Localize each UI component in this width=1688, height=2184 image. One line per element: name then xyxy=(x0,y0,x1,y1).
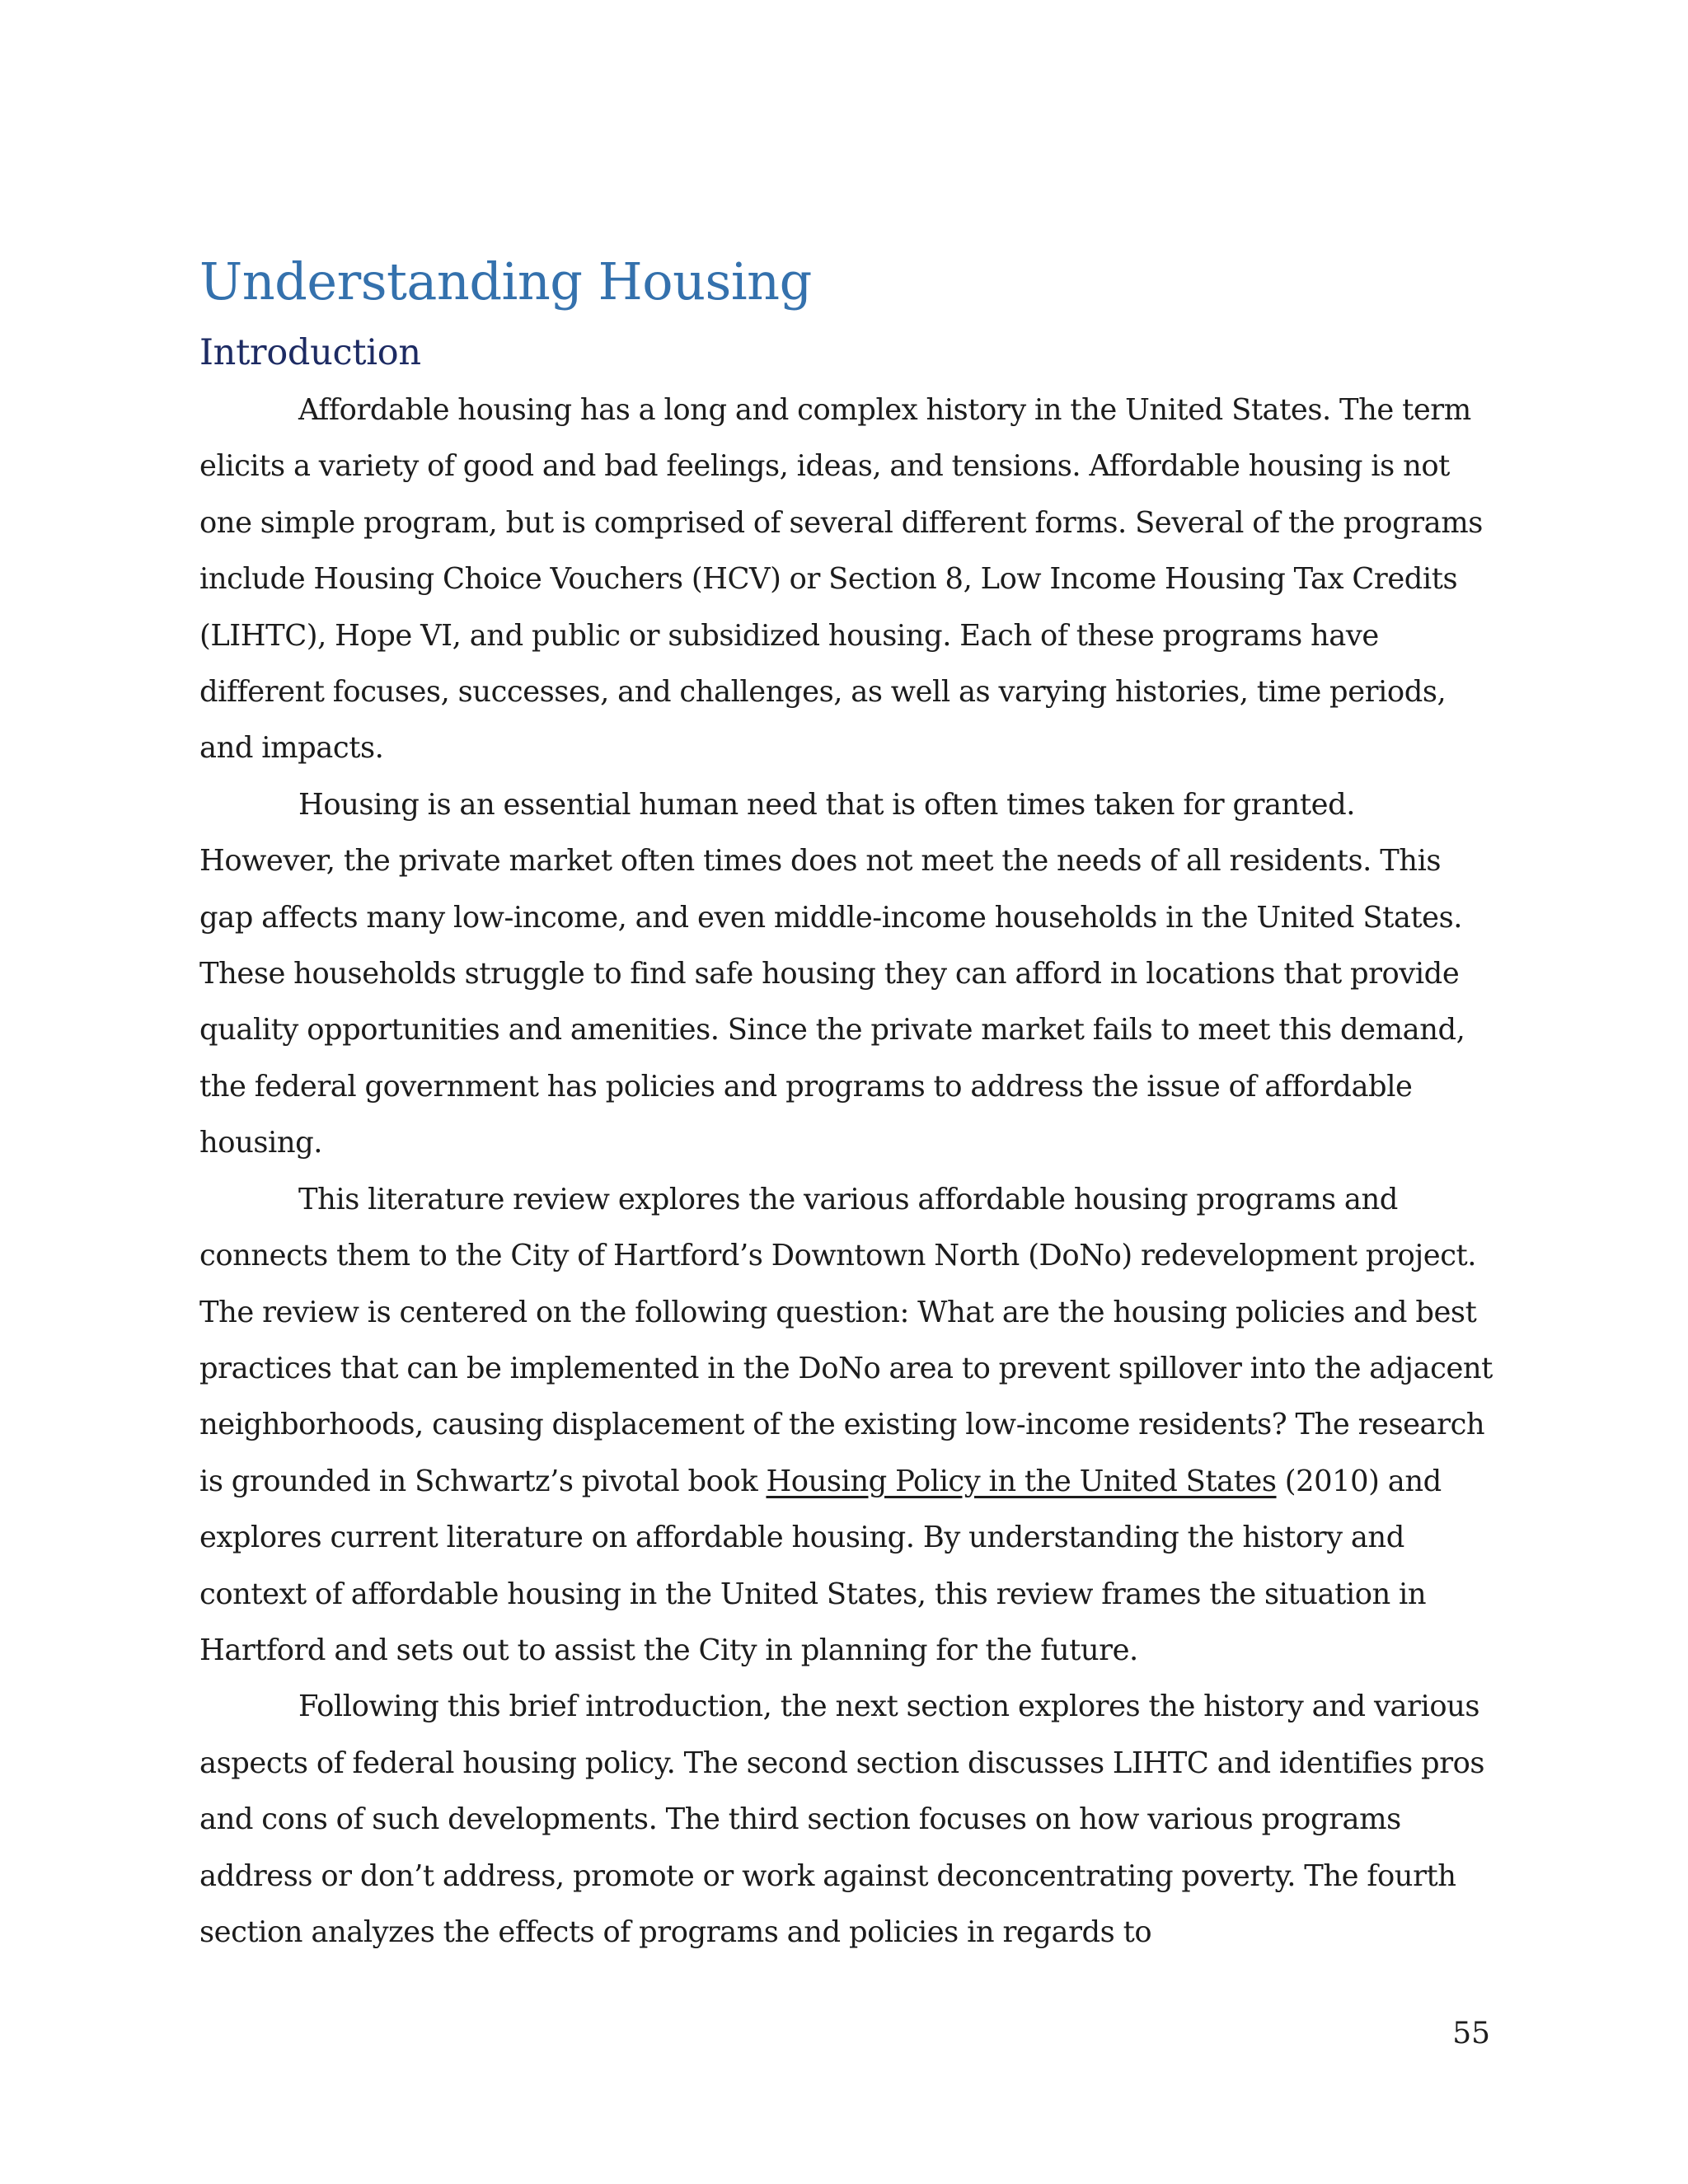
paragraph-3 xyxy=(199,1172,1493,1680)
paragraph-4: Following this brief introduction, the next section explores the history and various aspects of federal housing policy. The second section discusses LIHTC and identifies pros and cons of such developments. The third section focuses on how various programs address or don’t address, promote or work against deconcentrating poverty. The fourth section analyzes the effects of programs and policies in regards to xyxy=(199,1690,1485,1949)
page-title: Understanding Housing xyxy=(199,251,812,312)
paragraph-3-text-start: This literature review explores the various affordable housing programs and connects them to the City of Hartford’s Downtown North (DoNo) redevelopment project. The review is centered on the following question: What are the housing policies and best practices that can be implemented in the DoNo area to prevent spillover into the adjacent neighborhoods, causing displacement of the existing low-income residents? The research is grounded in Schwartz’s pivotal book xyxy=(199,1182,1493,1498)
page-content xyxy=(199,244,1493,1961)
section-heading-introduction: Introduction xyxy=(199,332,421,373)
body-text xyxy=(199,382,1493,1961)
paragraph-3-text-end: (2010) and explores current literature on affordable housing. By understanding the history and context of affordable housing in the United States, this review frames the situation in Hartford and sets out to assist the City in planning for the future. xyxy=(199,1464,1442,1667)
paragraph-1: Affordable housing has a long and complex history in the United States. The term elicits a variety of good and bad feelings, ideas, and tensions. Affordable housing is not one simple program, but is comprised of several different forms. Several of the programs include Housing Choice Vouchers (HCV) or Section 8, Low Income Housing Tax Credits (LIHTC), Hope VI, and public or subsidized housing. Each of these programs have different focuses, successes, and challenges, as well as varying histories, time periods, and impacts. xyxy=(199,393,1483,766)
paragraph-2: Housing is an essential human need that is often times taken for granted. However, the private market often times does not meet the needs of all residents. This gap affects many low-income, and even middle-income households in the United States. These households struggle to find safe housing they can afford in locations that provide quality opportunities and amenities. Since the private market fails to meet this demand, the federal government has policies and programs to address the issue of affordable housing. xyxy=(199,787,1465,1160)
book-title-reference: Housing Policy in the United States xyxy=(766,1464,1277,1498)
page-number: 55 xyxy=(1452,2017,1490,2050)
